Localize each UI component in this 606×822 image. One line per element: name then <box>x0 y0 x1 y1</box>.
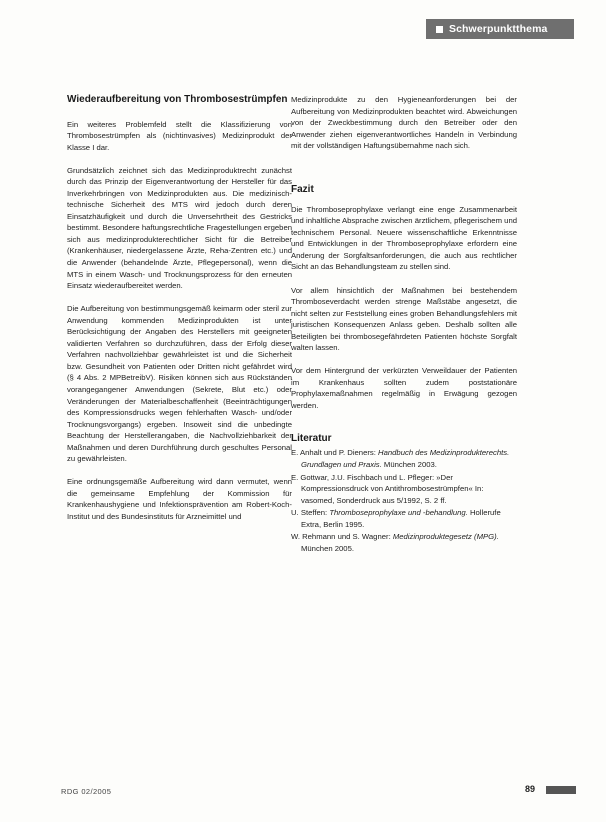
reference-item: E. Gottwar, J.U. Fischbach und L. Pfleger: »Der Kompressionsdruck von Antithrombosestrümpfen« In: vasomed, Sonderdruck aus 5/1992, S. 2 ff. <box>291 472 484 505</box>
paragraph: Die Aufbereitung von bestimmungsgemäß keimarm oder steril zur Anwendung kommenden Medizinprodukten ist unter Berücksichtigung der Angaben des Herstellers mit geeigneten validierten Verfahren so durchzuführen, dass der Erfolg dieser Verfahren nachvollziehbar gewährleistet ist und die Sicherheit bzw. Gesundheit von Patienten oder Dritten nicht gefährdet wird (§ 4 Abs. 2 MPBetreibV). Risiken können sich aus Rückständen vorangegangener Anwendungen (Sekrete, Blut etc.) oder Veränderungen der Materialbeschaffenheit (Beeinträchtigungen des Kompressionsdrucks wegen fehlerhaften Wasch- und/oder Trocknungsvorgangs) ergeben. Insoweit sind die unbedingte Beachtung der Herstellerangaben, die Nachvollziehbarkeit der Maßnahmen und deren Durchführung durch geschultes Personal zu gewährleisten. <box>67 304 292 464</box>
journal-issue: RDG 02/2005 <box>61 787 112 796</box>
reference-item: W. Rehmann und S. Wagner: Medizinproduktegesetz (MPG). München 2005. <box>291 532 499 553</box>
left-column <box>67 94 292 534</box>
section-heading-literatur: Literatur <box>291 433 332 445</box>
section-heading-fazit: Fazit <box>291 183 314 195</box>
section-header-bar <box>426 19 574 39</box>
paragraph: Grundsätzlich zeichnet sich das Medizinproduktrecht zunächst durch das Prinzip der Eigenverantwortung der Hersteller für das Inverkehrbringen von Medizinprodukten aus. Die medizinisch-technische Sicherheit des MTS wird jedoch durch deren Einsatzhäufigkeit und durch die Unversehrtheit des Gestricks bestimmt. Besondere haftungsrechtliche Fragestellungen ergeben sich aus medizinprodukterechtlicher Sicht für die Betreiber (Krankenhäuser, niedergelassene Ärzte, Reha-Zentren etc.) und die Anwender (behandelnde Ärzte, Pflegepersonal), wenn die MTS in einem Wasch- und Trocknungsprozess für den erneuten Einsatz wiederaufbereitet werden. <box>67 165 292 291</box>
reference-item: U. Steffen: Thromboseprophylaxe und -behandlung. Hollerufe Extra, Berlin 1995. <box>291 508 501 529</box>
paragraph: Eine ordnungsgemäße Aufbereitung wird dann vermutet, wenn die gemeinsame Empfehlung der Kommission für Krankenhaushygiene und Infektionsprävention am Robert-Koch-Institut und des Bundesinstituts für Arzneimittel und <box>67 477 292 521</box>
reference-item: E. Anhalt und P. Dieners: Handbuch des Medizinprodukterechts. Grundlagen und Praxis. München 2003. <box>291 448 510 470</box>
right-column <box>291 94 517 555</box>
paragraph: Vor allem hinsichtlich der Maßnahmen bei bestehendem Thromboseverdacht werden strenge Maßstäbe angesetzt, die nicht selten zur Feststellung eines groben Behandlungsfehlers mit juristischen Konsequenzen Anlass geben. Deshalb sollten alle Beteiligten bei thrombosegefährdeten Patienten höchste Sorgfalt walten lassen. <box>291 285 517 353</box>
page-number: 89 <box>525 784 536 794</box>
section-heading-wiederaufbereitung: Wiederaufbereitung von Thrombosestrümpfen <box>67 94 288 105</box>
footer-bar <box>546 786 576 794</box>
section-label: Schwerpunktthema <box>449 23 548 35</box>
paragraph: Medizinprodukte zu den Hygieneanforderungen bei der Aufbereitung von Medizinprodukten beachtet wird. Abweichungen von der Zweckbestimmung durch den Betreiber oder den Anwender ziehen eigenverantwortliches Handeln in Verbindung mit der vollständigen Haftungsübernahme nach sich. <box>291 95 517 151</box>
square-bullet-icon <box>436 26 443 33</box>
paragraph: Vor dem Hintergrund der verkürzten Verweildauer der Patienten im Krankenhaus sollten zudem poststationäre Prophylaxemaßnahmen regelmäßig in Erwägung gezogen werden. <box>291 366 517 410</box>
paragraph: Ein weiteres Problemfeld stellt die Klassifizierung von Thrombosestrümpfen als (nichtinvasives) Medizinprodukt der Klasse I dar. <box>67 119 292 152</box>
paragraph: Die Thromboseprophylaxe verlangt eine enge Zusammenarbeit und inhaltliche Absprache zwischen ärztlichem, pflegerischem und technischem Personal. Neuere wissenschaftliche Erkenntnisse und Entwicklungen in der Thromboseprophylaxe erfordern eine Anderung der Sorgfaltsanforderungen, die auch aus rechtlicher Sicht an das Behandlungsteam zu stellen sind. <box>291 204 517 272</box>
